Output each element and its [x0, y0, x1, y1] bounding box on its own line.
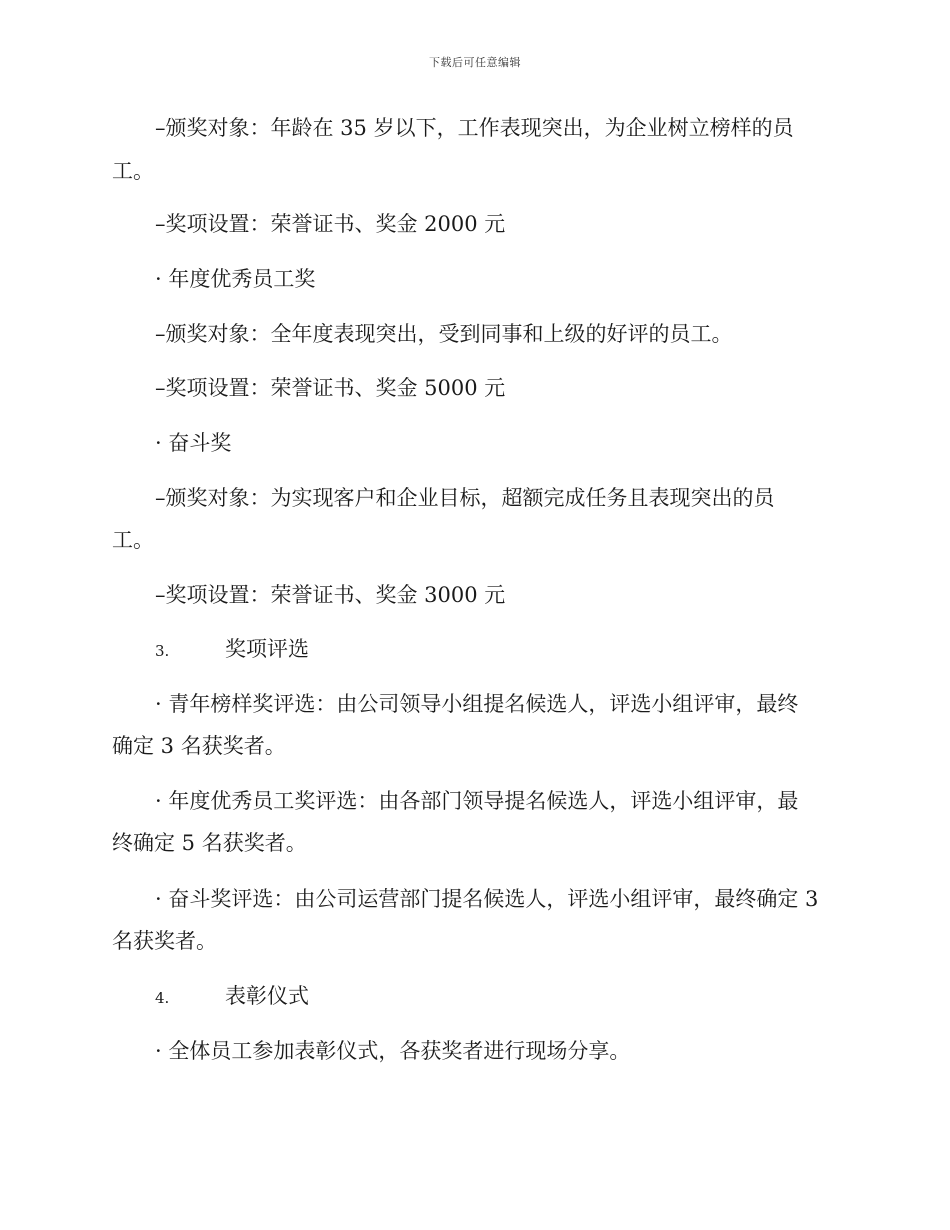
text-line: · 青年榜样奖评选：由公司领导小组提名候选人，评选小组评审，最终 [155, 692, 799, 716]
text-line: –奖项设置：荣誉证书、奖金 2000 元 [155, 212, 506, 236]
text-line: · 年度优秀员工奖评选：由各部门领导提名候选人，评选小组评审，最 [155, 789, 799, 813]
section-heading [155, 981, 309, 1013]
text-line: 工。 [112, 528, 154, 552]
page-header: 下载后可任意编辑 [429, 56, 521, 69]
text-line: · 全体员工参加表彰仪式，各获奖者进行现场分享。 [155, 1039, 631, 1063]
text-line: 工。 [112, 159, 154, 183]
text-line: –颁奖对象：年龄在 35 岁以下，工作表现突出，为企业树立榜样的员 [155, 116, 794, 140]
text-line: · 年度优秀员工奖 [155, 267, 316, 291]
text-line: 终确定 5 名获奖者。 [112, 831, 307, 855]
section-title: 奖项评选 [225, 637, 309, 661]
text-line: · 奋斗奖 [155, 431, 232, 455]
text-line: –奖项设置：荣誉证书、奖金 5000 元 [155, 376, 506, 400]
text-line: –颁奖对象：全年度表现突出，受到同事和上级的好评的员工。 [155, 322, 733, 346]
section-number: 3. [155, 642, 170, 660]
text-line: 名获奖者。 [112, 929, 217, 953]
section-title: 表彰仪式 [225, 984, 309, 1008]
text-line: · 奋斗奖评选：由公司运营部门提名候选人，评选小组评审，最终确定 3 [155, 887, 819, 911]
text-line: –颁奖对象：为实现客户和企业目标，超额完成任务且表现突出的员 [155, 486, 775, 510]
section-number: 4. [155, 989, 170, 1007]
text-line: –奖项设置：荣誉证书、奖金 3000 元 [155, 583, 506, 607]
section-heading [155, 634, 309, 666]
text-line: 确定 3 名获奖者。 [112, 734, 286, 758]
